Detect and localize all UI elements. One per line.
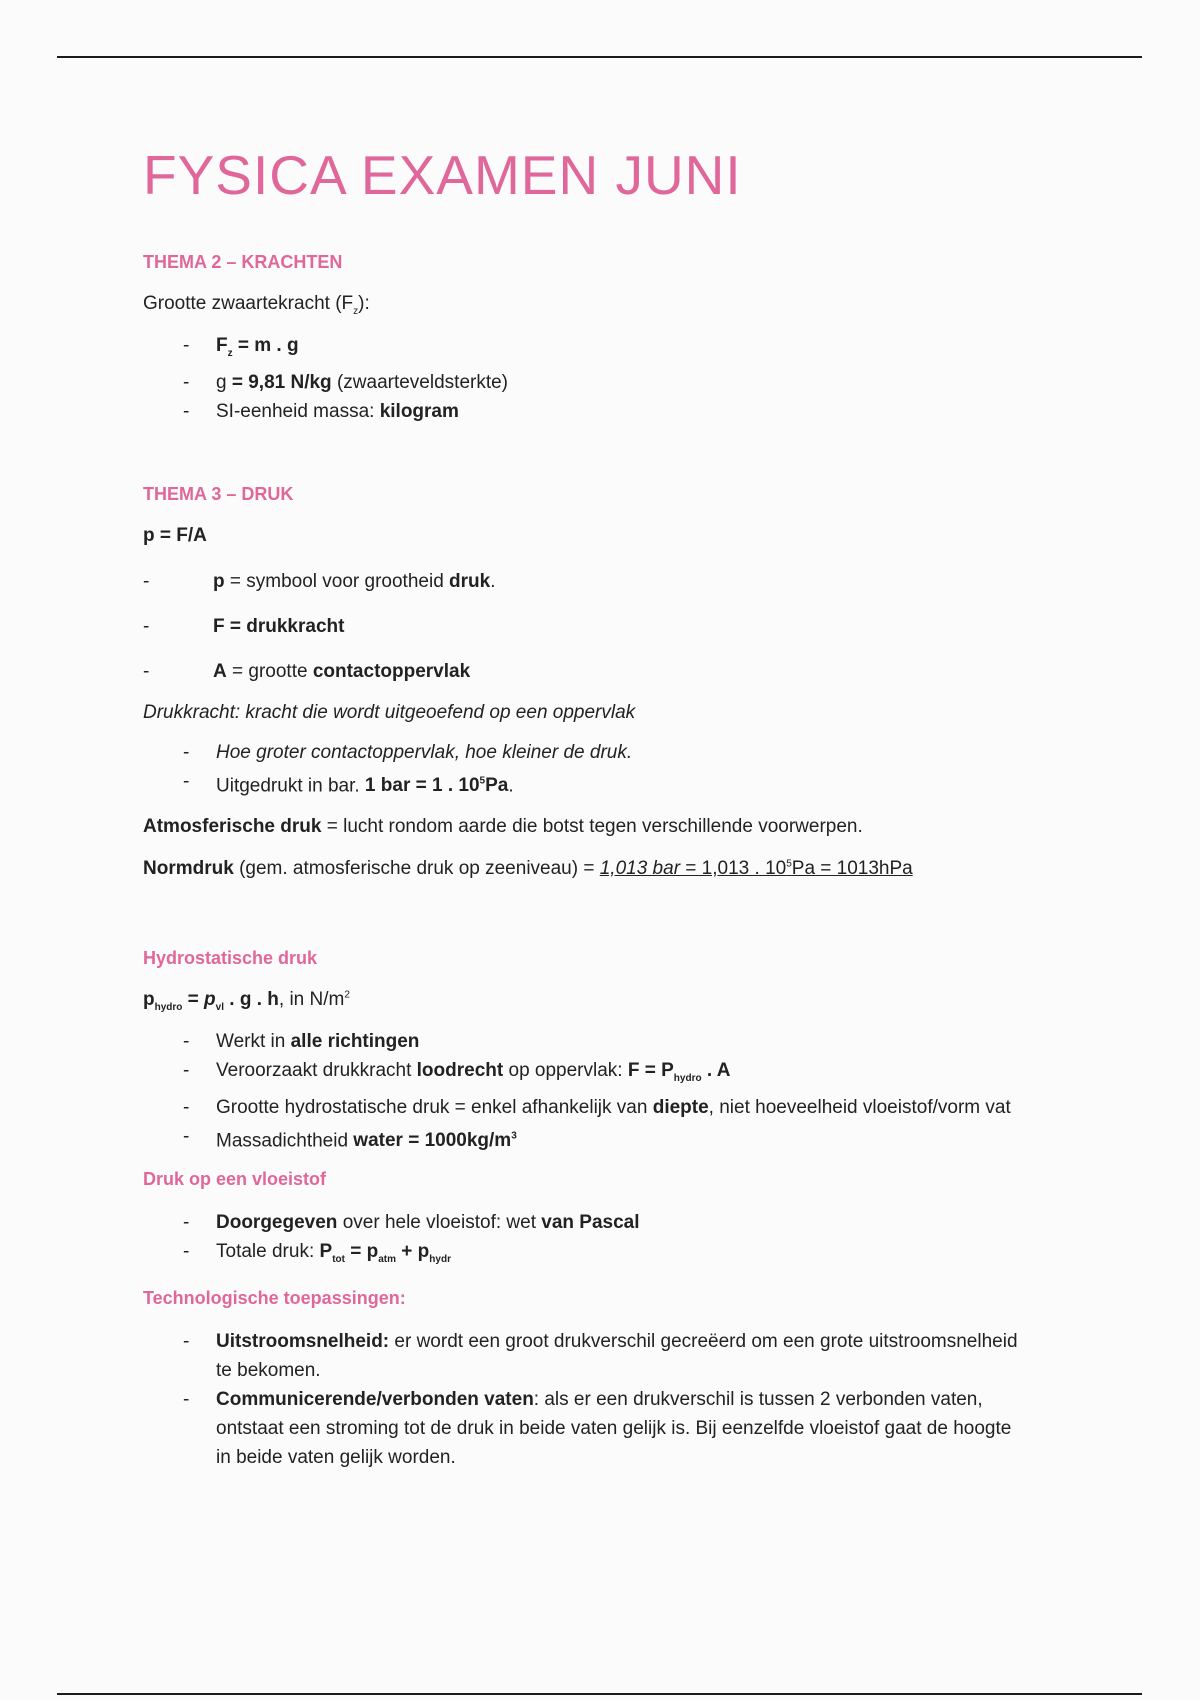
hydro-list (143, 1027, 1103, 1155)
section-heading-technologisch: Technologische toepassingen: (143, 1287, 406, 1308)
section-heading-thema3: THEMA 3 – DRUK (143, 483, 294, 504)
hydro-formula: $p_{hydro} = p_{vl}$ . g . h, in $N/m^2$ (143, 988, 350, 1013)
drukkracht-definition: Drukkracht: kracht die wordt uitgeoefend op een oppervlak (143, 701, 636, 723)
druk-formula: p = F/A (143, 524, 207, 546)
list-item: - Veroorzaakt drukkracht loodrecht op oppervlak: $F = P_{hydro}$ . A (183, 1056, 1103, 1093)
techno-list (143, 1327, 1023, 1472)
document-title: FYSICA EXAMEN JUNI (143, 144, 742, 206)
section-heading-vloeistof: Druk op een vloeistof (143, 1168, 327, 1189)
list-item: - Hoe groter contactoppervlak, hoe kleiner de druk. (183, 738, 1103, 767)
list-item: - g = 9,81 N/kg (zwaarteveldsterkte) (183, 368, 1103, 397)
vloeistof-list (143, 1208, 1103, 1274)
bottom-rule (57, 1693, 1142, 1695)
list-item: - Massadichtheid water = $1000kg/m^3$ (183, 1122, 1103, 1155)
thema2-list (143, 331, 1103, 426)
druk-definitions (143, 567, 1103, 686)
section-heading-thema2: THEMA 2 – KRACHTEN (143, 252, 343, 272)
list-item: - Uitgedrukt in bar. 1 bar = 1 . $10^5Pa$. (183, 767, 1103, 800)
normdruk: Normdruk (gem. atmosferische druk op zeeniveau) = 1,013 bar = 1,013 . $10^5Pa = 1013hPa$ (143, 857, 913, 879)
document-body (143, 130, 1103, 1472)
section-heading-hydrostatisch: Hydrostatische druk (143, 947, 318, 968)
list-item: - Uitstroomsnelheid: er wordt een groot drukverschil gecreëerd om een grote uitstroomsnelheid te bekomen. (183, 1327, 1023, 1385)
list-item: - A = grootte contactoppervlak (143, 657, 1103, 686)
list-item: - SI-eenheid massa: kilogram (183, 397, 1103, 426)
list-item: - $F_z = m$ . g (183, 331, 1103, 368)
list-item: - Communicerende/verbonden vaten: als er een drukverschil is tussen 2 verbonden vaten, ontstaat een stroming tot de druk in beide vaten gelijk is. Bij eenzelfde vloeistof gaat de hoogte in beide vaten gelijk worden. (183, 1385, 1023, 1472)
zwaartekracht-intro: Grootte zwaartekracht $(F_z)$: (143, 293, 370, 317)
top-rule (57, 56, 1142, 58)
atmosferische-druk: Atmosferische druk = lucht rondom aarde die botst tegen verschillende voorwerpen. (143, 815, 863, 837)
list-item: - p = symbool voor grootheid druk. (143, 567, 1103, 596)
druk-list (143, 738, 1103, 800)
list-item: - Werkt in alle richtingen (183, 1027, 1103, 1056)
list-item: - F = drukkracht (143, 612, 1103, 641)
list-item: - Totale druk: $P_{tot} = p_{atm} + p_{hydr}$ (183, 1237, 1103, 1274)
list-item: - Doorgegeven over hele vloeistof: wet van Pascal (183, 1208, 1103, 1237)
list-item: - Grootte hydrostatische druk = enkel afhankelijk van diepte, niet hoeveelheid vloeistof/vorm vat (183, 1093, 1103, 1122)
